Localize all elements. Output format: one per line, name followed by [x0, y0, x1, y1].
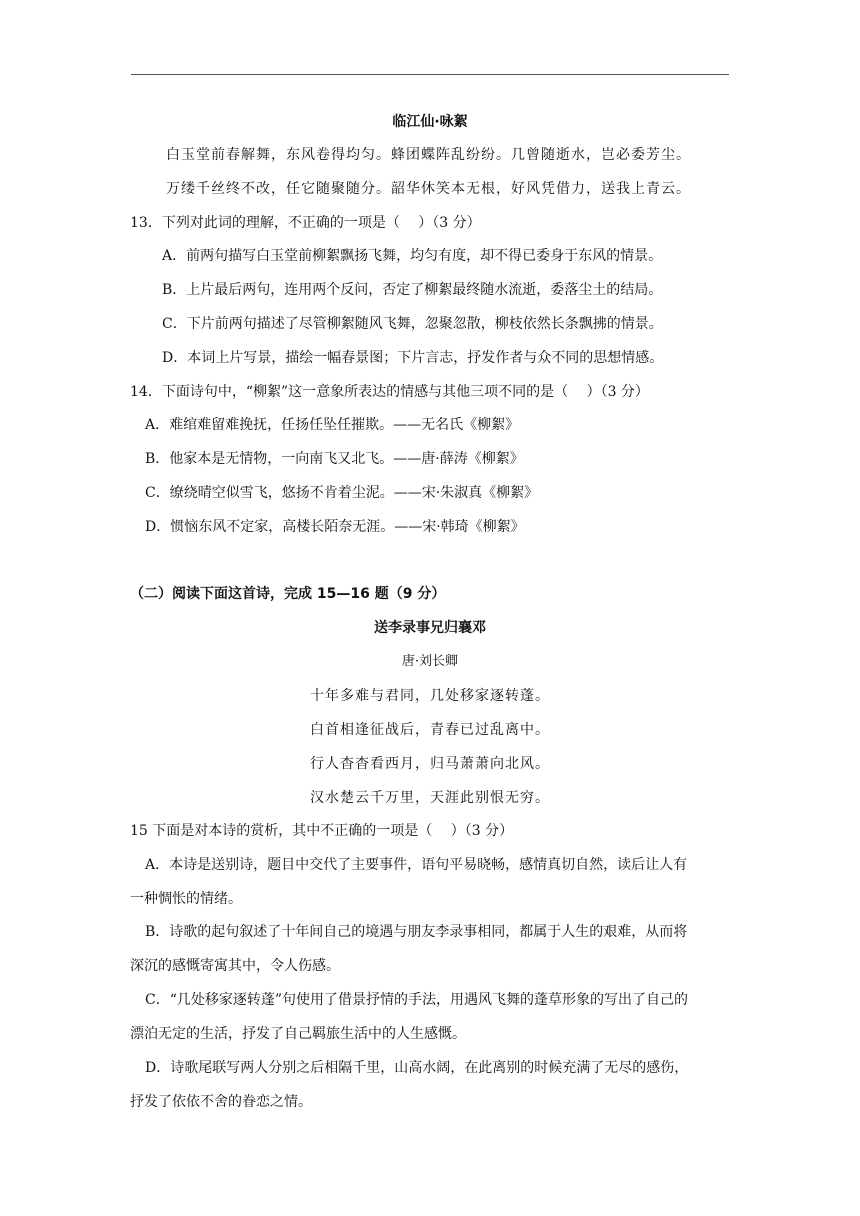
- question-13-option-b: B．上片最后两句，连用两个反问，否定了柳絮最终随水流逝，委落尘土的结局。: [162, 282, 663, 298]
- question-15-option-d-cont: 抒发了依依不舍的眷恋之情。: [130, 1094, 312, 1110]
- question-14-stem: 14．下面诗句中，“柳絮”这一意象所表达的情感与其他三项不同的是（ ）（3 分）: [130, 384, 649, 400]
- question-15-option-c: C．“几处移家逐转蓬”句使用了借景抒情的手法，用遇风飞舞的蓬草形象的写出了自己的: [145, 992, 689, 1008]
- poem2-title: 送李录事兄归襄邓: [374, 620, 486, 636]
- section-2-heading: （二）阅读下面这首诗，完成 15—16 题（9 分）: [130, 586, 446, 602]
- question-13-option-d: D．本词上片写景，描绘一幅春景图；下片言志，抒发作者与众不同的思想情感。: [162, 350, 664, 366]
- poem2-line-2: 白首相逢征战后，青春已过乱离中。: [310, 722, 550, 738]
- poem2-line-3: 行人杳杳看西月，归马萧萧向北风。: [310, 756, 550, 772]
- question-14-option-a: A．难绾难留难挽抚，任扬任坠任摧欺。——无名氏《柳絮》: [145, 417, 520, 433]
- question-15-stem: 15 下面是对本诗的赏析，其中不正确的一项是（ ）（3 分）: [130, 823, 514, 839]
- poem1-title: 临江仙·咏絮: [392, 114, 468, 130]
- question-14-option-c: C．缭绕晴空似雪飞，悠扬不肯着尘泥。——宋·朱淑真《柳絮》: [145, 485, 539, 501]
- poem1-line-2: 万缕千丝终不改，任它随聚随分。韶华休笑本无根，好风凭借力，送我上青云。: [166, 181, 691, 197]
- poem2-line-4: 汉水楚云千万里，天涯此别恨无穷。: [310, 790, 550, 806]
- question-15-option-a-cont: 一种惆怅的情绪。: [130, 891, 242, 907]
- poem1-line-1: 白玉堂前春解舞，东风卷得均匀。蜂团蝶阵乱纷纷。几曾随逝水，岂必委芳尘。: [166, 147, 691, 163]
- header-rule: [131, 74, 729, 75]
- question-14-option-b: B．他家本是无情物，一向南飞又北飞。——唐·薛涛《柳絮》: [145, 451, 524, 467]
- poem2-line-1: 十年多难与君同，几处移家逐转蓬。: [310, 688, 550, 704]
- question-13-option-c: C．下片前两句描述了尽管柳絮随风飞舞，忽聚忽散，柳枝依然长条飘拂的情景。: [162, 316, 663, 332]
- question-15-option-d: D．诗歌尾联写两人分别之后相隔千里，山高水阔，在此离别的时候充满了无尽的感伤，: [145, 1060, 689, 1076]
- question-14-option-d: D．惯恼东风不定家，高楼长陌奈无涯。——宋·韩琦《柳絮》: [145, 519, 525, 535]
- question-15-option-a: A．本诗是送别诗，题目中交代了主要事件，语句平易晓畅，感情真切自然，读后让人有: [145, 857, 688, 873]
- question-13-option-a: A．前两句描写白玉堂前柳絮飘扬飞舞，均匀有度，却不得已委身于东风的情景。: [162, 248, 663, 264]
- question-15-option-b: B．诗歌的起句叙述了十年间自己的境遇与朋友李录事相同，都属于人生的艰难，从而将: [145, 924, 688, 940]
- question-15-option-b-cont: 深沉的感慨寄寓其中，令人伤感。: [130, 958, 340, 974]
- question-15-option-c-cont: 漂泊无定的生活，抒发了自己羁旅生活中的人生感慨。: [130, 1026, 466, 1042]
- question-13-stem: 13．下列对此词的理解，不正确的一项是（ ）（3 分）: [130, 215, 481, 231]
- poem2-author: 唐·刘长卿: [401, 654, 459, 669]
